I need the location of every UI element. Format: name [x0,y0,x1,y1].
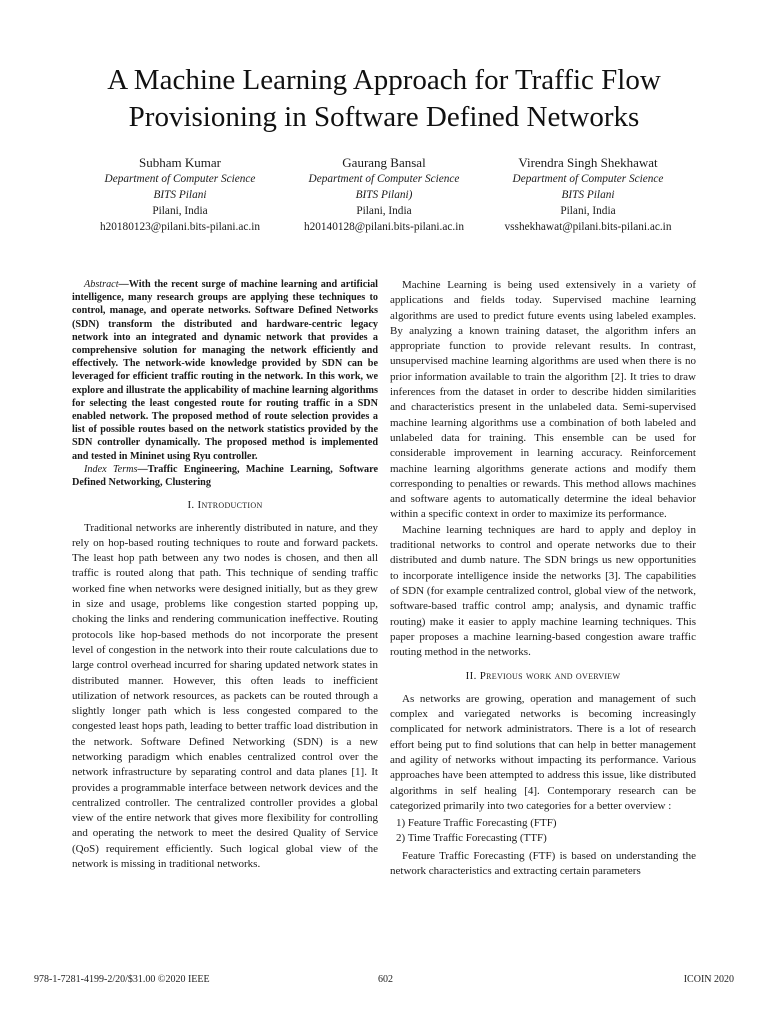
section-title: Introduction [197,499,263,512]
author-department: Department of Computer Science [104,173,256,185]
author-institution: BITS Pilani) [355,189,413,201]
section-heading-introduction [72,498,378,513]
paper-title: A Machine Learning Approach for Traffic Flow Provisioning in Software Defined Networks [107,64,661,133]
paragraph-intro: Traditional networks are inherently distributed in nature, and they rely on hop-based routing techniques to route and forward packets. The least hop path between any two nodes is chosen, and then all traffic is routed along that path. This technique of sending traffic worked fine when networks were designed initially, but as they grew in size and usage, problems like congestion started popping up, choking the links and rendering communication ineffective. Routing protocols like hop-based methods do not incorporate the present level of congestion in the network into their route calculations due to large control overhead incurred for sharing updated network states in distributed manner. However, this often leads to inefficient utilization of network resources, as packets can be routed through a slightly longer path which is less congested compared to the congested least hops path, leading to better traffic load distribution in the network. Software Defined Networking (SDN) is a new networking paradigm which enables centralized control over the network infrastructure by separating control and data planes [1]. It provides a programmable interface between network devices and the centralized controller. The centralized controller provides a global view of the entire network that gives more flexibility for controlling and operating the network to meet the desired Quality of Service (QoS) requirement efficiently. Such logical global view of the network is missing in traditional networks. [72,521,378,871]
author-name: Subham Kumar [139,155,221,170]
abstract [72,278,378,463]
footer-conference: ICOIN 2020 [683,974,734,985]
left-column [72,278,378,872]
paragraph-ftf: Feature Traffic Forecasting (FTF) is based on understanding the network characteristics and extracting certain parameters [390,849,696,877]
author-name: Gaurang Bansal [342,155,426,170]
footer-copyright: 978-1-7281-4199-2/20/$31.00 ©2020 IEEE [34,974,210,985]
index-terms-text: Traffic Engineering, Machine Learning, Software Defined Networking, Clustering [72,463,378,489]
abstract-text: With the recent surge of machine learning and artificial intelligence, many research groups are applying these techniques to control, manage, and operate networks. Software Defined Networks (SDN) transform the distributed and hardware-centric legacy network into an integrated and dynamic network that provides a comprehensive solution for managing the network efficiently and effectively. The network-wide knowledge provided by SDN can be leveraged for efficient traffic routing in the network. In this work, we explore and illustrate the applicability of machine learning algorithms for selecting the least congested route for routing traffic in a SDN enabled network. The proposed method of route selection provides a list of possible routes based on the network statistics provided by the SDN controller dynamically. The proposed method is implemented and tested in Mininet using Ryu controller. [72,279,378,462]
paragraph-ml-sdn: Machine learning techniques are hard to apply and deploy in traditional networks to control and operate networks due to their distributed and dumb nature. The SDN brings us new opportunities to incorporate intelligence inside the networks [3]. The capabilities of SDN (for example centralized control, global view of the network, software-based traffic control amp; analysis, and dynamic traffic routing) make it easier to apply machine learning techniques. This paper proposes a machine learning-based congestion aware traffic routing method in the networks. [390,523,696,659]
section-title: Previous work and overview [479,670,621,683]
author-location: Pilani, India [152,205,208,217]
list-item: 1) Feature Traffic Forecasting (FTF) [396,817,557,830]
author-institution: BITS Pilani [561,189,615,201]
author-block [0,154,768,244]
author-department: Department of Computer Science [308,173,460,185]
author-email: vsshekhawat@pilani.bits-pilani.ac.in [504,221,672,233]
author-institution: BITS Pilani [153,189,207,201]
abstract-dash: — [118,279,129,290]
author-email: h20180123@pilani.bits-pilani.ac.in [99,221,261,233]
forecasting-list [390,816,696,847]
index-terms-lead: Index Terms [84,463,138,475]
section-number: I. [187,499,198,512]
page-number: 602 [378,974,393,985]
section-heading-previous-work [390,669,696,684]
abstract-lead: Abstract [84,279,119,290]
author-department: Department of Computer Science [512,173,664,185]
author-location: Pilani, India [356,205,412,217]
index-terms [72,463,378,489]
author-email: h20140128@pilani.bits-pilani.ac.in [303,221,465,233]
paragraph-previous-work: As networks are growing, operation and management of such complex and variegated networks is becoming increasingly complicated for network administrators. There is a lot of research effort being put to find solutions that can help in better management and agility of networks without impacting its performance. Various approaches have been attempted to address this issue, like distributed algorithms in self healing [4]. Contemporary research can be categorized primarily into two categories for a better overview : [390,692,696,812]
page-footer [34,974,734,990]
author-location: Pilani, India [560,205,616,217]
author-name: Virendra Singh Shekhawat [518,155,658,170]
right-column [390,278,696,879]
section-number: II. [465,670,480,683]
author-3 [468,154,708,235]
index-terms-dash: — [137,463,148,475]
paragraph-ml-overview: Machine Learning is being used extensively in a variety of applications and fields today. Supervised machine learning algorithms are used to predict future events using labeled examples. By analyzing a known training dataset, the algorithm infers an appropriate function to provide relevant results. In contrast, unsupervised machine learning algorithms are used when there is no prior information available to train the algorithm [2]. It tries to draw inferences from the dataset in order to describe hidden similarities and characteristics present in the unlabeled data. Semi-supervised machine learning algorithms use a combination of both labeled and unlabeled data for training. This ensemble can be used for considerable improvement in learning accuracy. Reinforcement machine learning algorithms generate actions and modify them corresponding to penalties or rewards. This method allows machines and software agents to automatically determine the ideal behavior within a specific context in order to maximize its performance. [390,279,696,521]
list-item: 2) Time Traffic Forecasting (TTF) [396,832,547,845]
